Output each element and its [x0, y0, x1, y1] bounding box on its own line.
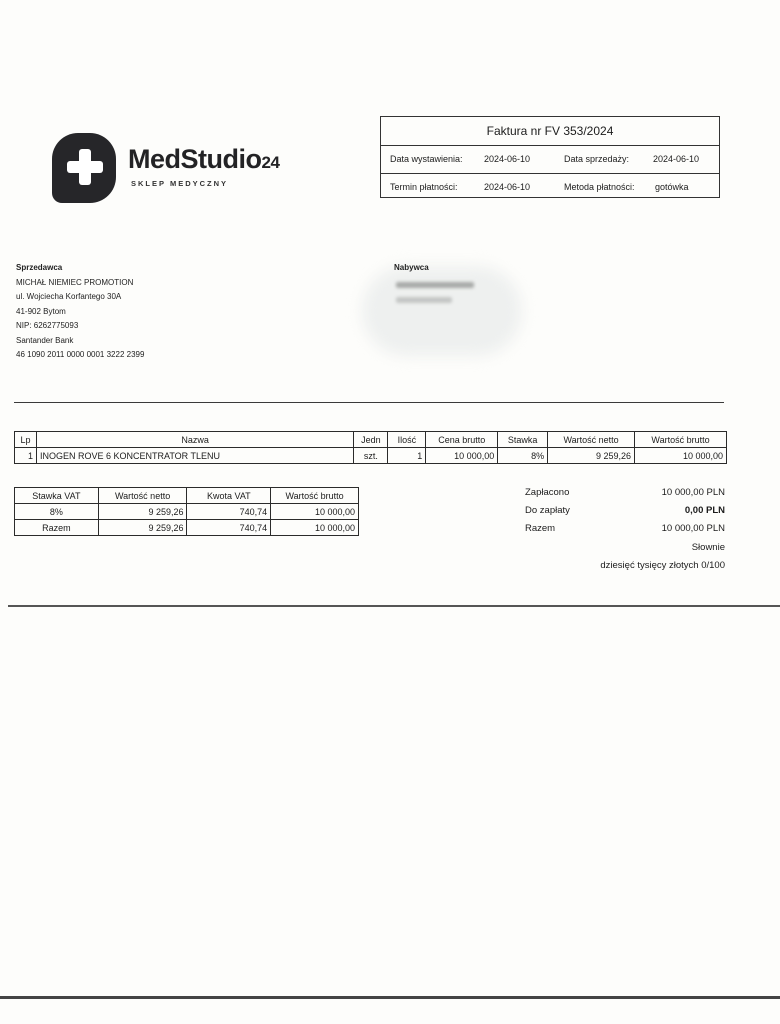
dates-row — [381, 146, 719, 174]
payment-method-value: gotówka — [655, 182, 689, 192]
col-kwota-vat: Kwota VAT — [187, 488, 271, 504]
payment-method-label: Metoda płatności: — [564, 182, 635, 192]
col-vat-brutto: Wartość brutto — [271, 488, 359, 504]
issue-date-label: Data wystawienia: — [390, 154, 463, 164]
vat-summary-table — [14, 487, 359, 536]
items-table — [14, 431, 727, 464]
buyer-redaction — [362, 266, 522, 356]
paid-label: Zapłacono — [525, 487, 570, 498]
page-edge-line — [0, 996, 780, 999]
cell-vat-netto: 9 259,26 — [98, 504, 187, 520]
cell-lp: 1 — [15, 448, 37, 464]
col-lp: Lp — [15, 432, 37, 448]
buyer-title: Nabywca — [394, 263, 429, 272]
paid-value: 10 000,00 PLN — [661, 487, 725, 498]
cell-wartosc-netto: 9 259,26 — [548, 448, 635, 464]
cell-nazwa: INOGEN ROVE 6 KONCENTRATOR TLENU — [36, 448, 353, 464]
col-wartosc-netto: Wartość netto — [548, 432, 635, 448]
buyer-block — [394, 261, 429, 276]
sale-date-label: Data sprzedaży: — [564, 154, 630, 164]
seller-name: MICHAŁ NIEMIEC PROMOTION — [16, 277, 134, 287]
invoice-title: Faktura nr FV 353/2024 — [381, 117, 719, 146]
seller-title: Sprzedawca — [16, 263, 63, 272]
table-row — [15, 448, 727, 464]
words-value: dziesięć tysięcy złotych 0/100 — [600, 560, 725, 571]
issue-date-value: 2024-06-10 — [484, 154, 531, 164]
table-row — [15, 504, 359, 520]
cell-kwota-vat: 740,74 — [187, 520, 271, 536]
items-header-row — [15, 432, 727, 448]
cell-kwota-vat: 740,74 — [187, 504, 271, 520]
seller-bank: Santander Bank — [16, 335, 74, 345]
col-ilosc: Ilość — [388, 432, 426, 448]
cell-jedn: szt. — [354, 448, 388, 464]
cell-vat-brutto: 10 000,00 — [271, 504, 359, 520]
due-label: Do zapłaty — [525, 505, 570, 516]
due-value: 0,00 PLN — [684, 505, 725, 516]
col-cena-brutto: Cena brutto — [426, 432, 498, 448]
cell-vat-netto: 9 259,26 — [98, 520, 187, 536]
buyer-redacted-line — [396, 297, 452, 303]
payment-row — [381, 174, 719, 201]
logo-wordmark: MedStudio24 — [128, 144, 280, 174]
seller-block — [16, 261, 144, 363]
col-nazwa: Nazwa — [36, 432, 353, 448]
invoice-header-box — [380, 116, 720, 198]
words-label: Słownie — [691, 542, 725, 553]
cell-stawka: 8% — [498, 448, 548, 464]
seller-city: 41-902 Bytom — [16, 306, 66, 316]
table-row — [15, 520, 359, 536]
vat-header-row — [15, 488, 359, 504]
seller-account: 46 1090 2011 0000 0001 3222 2399 — [16, 350, 145, 359]
cell-ilosc: 1 — [388, 448, 426, 464]
cell-stawka-vat: 8% — [15, 504, 99, 520]
cell-wartosc-brutto: 10 000,00 — [635, 448, 727, 464]
cell-stawka-vat: Razem — [15, 520, 99, 536]
due-date-label: Termin płatności: — [390, 182, 458, 192]
seller-nip: NIP: 6262775093 — [16, 321, 79, 330]
buyer-redacted-line — [396, 282, 474, 288]
total-value: 10 000,00 PLN — [661, 523, 725, 534]
seller-street: ul. Wojciecha Korfantego 30A — [16, 292, 122, 301]
divider-bottom — [8, 605, 780, 607]
cell-vat-brutto: 10 000,00 — [271, 520, 359, 536]
logo-tagline: SKLEP MEDYCZNY — [131, 179, 229, 188]
sale-date-value: 2024-06-10 — [653, 154, 700, 164]
col-stawka-vat: Stawka VAT — [15, 488, 99, 504]
col-wartosc-brutto: Wartość brutto — [635, 432, 727, 448]
divider-top — [14, 402, 724, 403]
due-date-value: 2024-06-10 — [484, 182, 531, 192]
col-stawka: Stawka — [498, 432, 548, 448]
col-jedn: Jedn — [354, 432, 388, 448]
cell-cena-brutto: 10 000,00 — [426, 448, 498, 464]
col-vat-netto: Wartość netto — [98, 488, 187, 504]
total-label: Razem — [525, 523, 556, 534]
logo-cross-icon — [52, 133, 116, 203]
